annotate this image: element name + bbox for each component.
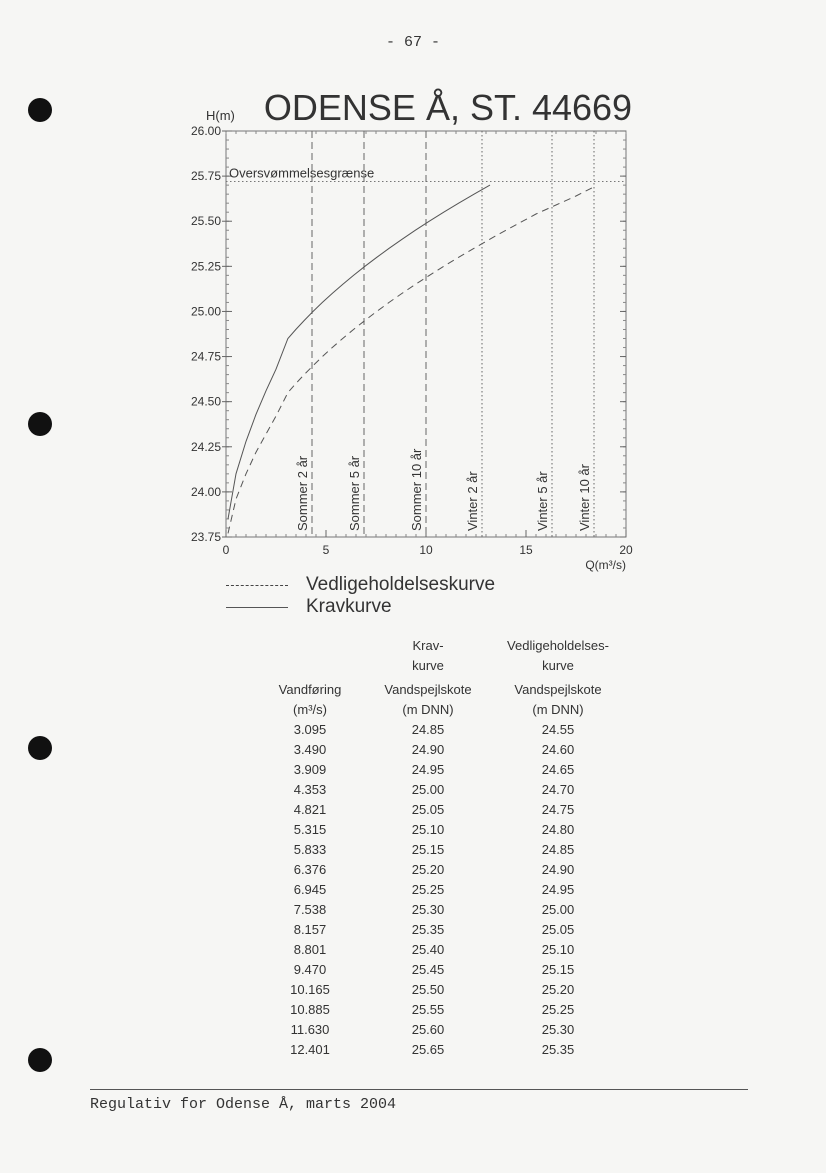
table-cell: 25.20 [541, 982, 575, 997]
table-cell: 24.80 [541, 822, 575, 837]
legend-item-requirement [226, 596, 495, 618]
discharge-water-level-table [256, 636, 624, 1060]
table-cell: 12.401 [290, 1042, 330, 1057]
table-cell: 24.60 [541, 742, 575, 757]
table-row [256, 740, 624, 760]
footer-divider [90, 1089, 748, 1090]
table-cell: 24.90 [411, 742, 445, 757]
table-row [256, 720, 624, 740]
table-cell: 25.10 [411, 822, 445, 837]
y-tick-label: 25.00 [190, 304, 221, 319]
recurrence-marker-label: Vinter 5 år [535, 471, 550, 531]
legend-label: Vedligeholdelseskurve [306, 574, 496, 595]
table-cell: 10.165 [290, 982, 330, 997]
table-row [256, 940, 624, 960]
table-cell: 25.05 [411, 802, 445, 817]
chart-legend [226, 574, 495, 618]
table-cell: 7.538 [293, 902, 327, 917]
table-cell: 4.821 [293, 802, 327, 817]
chart-title: ODENSE Å, ST. 44669 [263, 87, 633, 128]
page-number: - 67 - [385, 34, 440, 51]
x-tick-label: 10 [419, 543, 433, 557]
table-cell: 5.833 [293, 842, 327, 857]
table-row [256, 800, 624, 820]
table-row [256, 1020, 624, 1040]
y-tick-label: 24.25 [190, 439, 221, 454]
table-cell: 4.353 [293, 782, 327, 797]
table-cell: 25.20 [411, 862, 445, 877]
table-cell: 24.95 [411, 762, 445, 777]
table-cell: 8.157 [293, 922, 327, 937]
table-cell: 25.25 [541, 1002, 575, 1017]
legend-dashed-line [226, 585, 288, 586]
table-cell: 25.05 [541, 922, 575, 937]
x-axis-label: Q(m³/s) [585, 558, 626, 572]
table-cell: 25.50 [411, 982, 445, 997]
header-cell: Vandspejlskote [384, 682, 472, 697]
table-row [256, 880, 624, 900]
table-cell: 6.376 [293, 862, 327, 877]
header-cell: (m DNN) [402, 702, 454, 717]
y-tick-label: 25.25 [190, 259, 221, 274]
table-cell: 24.55 [541, 722, 575, 737]
table-cell: 24.75 [541, 802, 575, 817]
table-cell: 25.00 [541, 902, 575, 917]
y-tick-label: 25.75 [190, 169, 221, 184]
recurrence-marker-label: Sommer 5 år [347, 455, 362, 531]
table-cell: 25.00 [411, 782, 445, 797]
table-cell: 5.315 [293, 822, 327, 837]
header-cell: (m³/s) [293, 702, 327, 717]
flood-level-label: Oversvømmelsesgrænse [229, 165, 375, 181]
table-cell: 25.10 [541, 942, 575, 957]
table-cell: 10.885 [290, 1002, 330, 1017]
binder-hole [28, 736, 52, 760]
table-row [256, 920, 624, 940]
table-cell: 24.85 [541, 842, 575, 857]
table-row [256, 1000, 624, 1020]
table-row [256, 760, 624, 780]
table-cell: 8.801 [293, 942, 327, 957]
y-tick-label: 24.00 [190, 484, 221, 499]
y-tick-label: 25.50 [190, 214, 221, 229]
y-tick-label: 23.75 [190, 530, 221, 544]
header-cell: Vandføring [278, 682, 342, 697]
table-cell: 24.70 [541, 782, 575, 797]
x-tick-label: 0 [222, 543, 230, 557]
table-cell: 25.35 [411, 922, 445, 937]
table-cell: 25.55 [411, 1002, 445, 1017]
header-cell: kurve [412, 658, 444, 673]
table-row [256, 840, 624, 860]
table-cell: 25.60 [411, 1022, 445, 1037]
header-cell: Vandspejlskote [514, 682, 602, 697]
table-cell: 25.15 [541, 962, 575, 977]
table-cell: 3.095 [293, 722, 327, 737]
table-cell: 9.470 [293, 962, 327, 977]
recurrence-marker-label: Sommer 10 år [409, 448, 424, 531]
header-cell: (m DNN) [532, 702, 584, 717]
y-tick-label: 24.75 [190, 349, 221, 364]
header-cell: Krav- [412, 638, 444, 653]
table-cell: 3.490 [293, 742, 327, 757]
table-row [256, 820, 624, 840]
table-cell: 24.95 [541, 882, 575, 897]
table-cell: 25.45 [411, 962, 445, 977]
legend-solid-line [226, 607, 288, 608]
table-row [256, 960, 624, 980]
table-cell: 25.65 [411, 1042, 445, 1057]
table-cell: 25.25 [411, 882, 445, 897]
y-tick-label: 24.50 [190, 394, 221, 409]
table-cell: 25.40 [411, 942, 445, 957]
table-row [256, 900, 624, 920]
header-cell [256, 636, 364, 656]
binder-hole [28, 1048, 52, 1072]
legend-item-maintenance [226, 574, 495, 596]
table-row [256, 980, 624, 1000]
table-cell: 6.945 [293, 882, 327, 897]
table-body [256, 720, 624, 1060]
header-cell: Vedligeholdelses- [507, 638, 609, 653]
recurrence-marker-label: Sommer 2 år [295, 455, 310, 531]
legend-label: Kravkurve [306, 596, 392, 617]
table-cell: 25.30 [541, 1022, 575, 1037]
x-tick-label: 15 [519, 543, 533, 557]
y-axis-label: H(m) [206, 108, 235, 123]
table-cell: 25.35 [541, 1042, 575, 1057]
header-cell [256, 656, 364, 676]
recurrence-marker-label: Vinter 2 år [465, 471, 480, 531]
table-row [256, 1040, 624, 1060]
table-cell: 24.90 [541, 862, 575, 877]
footer-text: Regulativ for Odense Å, marts 2004 [90, 1096, 397, 1113]
table-cell: 11.630 [290, 1022, 330, 1037]
table-cell: 3.909 [293, 762, 327, 777]
table-cell: 25.30 [411, 902, 445, 917]
table-cell: 24.65 [541, 762, 575, 777]
table-cell: 25.15 [411, 842, 445, 857]
recurrence-marker-label: Vinter 10 år [577, 464, 592, 531]
table-row [256, 780, 624, 800]
x-tick-label: 20 [619, 543, 633, 557]
table-row [256, 860, 624, 880]
x-tick-label: 5 [322, 543, 330, 557]
table-cell: 24.85 [411, 722, 445, 737]
y-tick-label: 26.00 [190, 124, 221, 138]
header-cell: kurve [542, 658, 574, 673]
